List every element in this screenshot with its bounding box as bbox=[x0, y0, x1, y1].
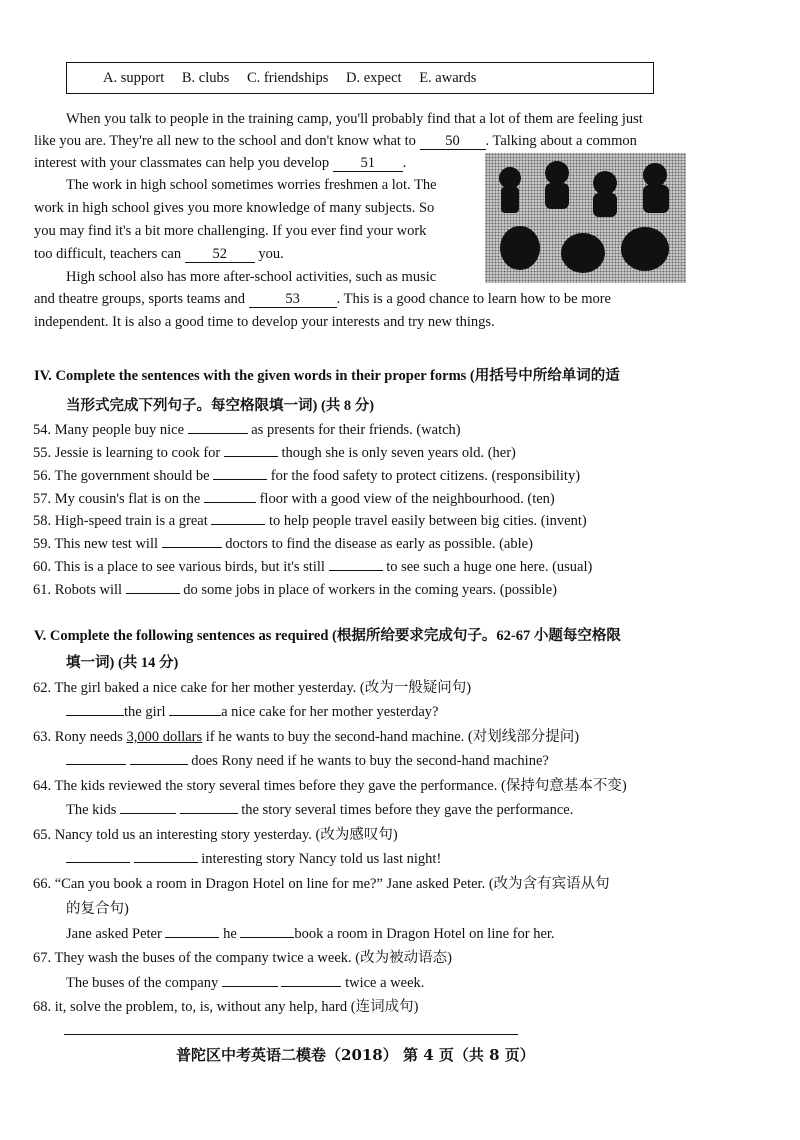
question-62 bbox=[33, 679, 471, 697]
question-66 bbox=[33, 875, 610, 893]
option-c: C. friendships bbox=[247, 70, 329, 86]
question-number: 56. bbox=[33, 468, 52, 484]
passage-line: The work in high school sometimes worries freshmen a lot. The bbox=[66, 177, 437, 193]
passage-line: independent. It is also a good time to develop your interests and try new things. bbox=[34, 314, 495, 330]
question-number: 57. bbox=[33, 491, 52, 507]
question-number: 62. bbox=[33, 680, 52, 696]
answer-blank[interactable] bbox=[204, 502, 256, 503]
cartoon-figures-image bbox=[485, 153, 686, 283]
answer-blank[interactable] bbox=[240, 937, 294, 938]
word-options-box bbox=[66, 62, 654, 94]
question-number: 61. bbox=[33, 582, 52, 598]
passage-line: When you talk to people in the training camp, you'll probably find that a lot of them are feeling just bbox=[66, 111, 643, 127]
question-68 bbox=[33, 998, 418, 1016]
answer-blank[interactable] bbox=[162, 547, 222, 548]
answer-68-line[interactable] bbox=[64, 1034, 518, 1035]
answer-blank[interactable] bbox=[224, 456, 278, 457]
question-text: The kids reviewed the story several times before they gave the performance. (保持句意基本不变) bbox=[54, 778, 627, 794]
question-66-cont: 的复合句) bbox=[66, 901, 129, 917]
question-60 bbox=[33, 558, 592, 576]
question-number: 54. bbox=[33, 422, 52, 438]
passage-line bbox=[34, 245, 284, 263]
question-63 bbox=[33, 728, 579, 746]
answer-text: does Rony need if he wants to buy the second-hand machine? bbox=[191, 753, 549, 769]
passage-text: . This is a good chance to learn how to be more bbox=[336, 291, 611, 307]
question-text: as presents for their friends. (watch) bbox=[251, 422, 461, 438]
page-footer: 普陀区中考英语二模卷（2018） 第 4 页（共 8 页） bbox=[176, 1046, 535, 1064]
answer-blank[interactable] bbox=[120, 813, 176, 814]
section-iv-heading: IV. Complete the sentences with the given words in their proper forms (用括号中所给单词的适 bbox=[34, 368, 620, 384]
question-text: This is a place to see various birds, but it's still bbox=[54, 559, 325, 575]
question-text: though she is only seven years old. (her) bbox=[281, 445, 516, 461]
passage-line: you may find it's a bit more challenging. If you ever find your work bbox=[34, 223, 427, 239]
question-64 bbox=[33, 777, 627, 795]
question-61 bbox=[33, 581, 557, 599]
underlined-phrase: 3,000 dollars bbox=[126, 729, 203, 745]
answer-blank[interactable] bbox=[213, 479, 267, 480]
passage-line bbox=[34, 132, 637, 150]
answer-67 bbox=[66, 974, 424, 992]
passage-line: High school also has more after-school activities, such as music bbox=[66, 269, 437, 285]
cartoon-silhouettes bbox=[485, 153, 686, 283]
question-text: Nancy told us an interesting story yesterday. (改为感叹句) bbox=[54, 827, 398, 843]
option-e: E. awards bbox=[419, 70, 477, 86]
question-number: 67. bbox=[33, 950, 52, 966]
question-text: to see such a huge one here. (usual) bbox=[386, 559, 593, 575]
question-text: This new test will bbox=[54, 536, 159, 552]
question-number: 64. bbox=[33, 778, 52, 794]
question-54 bbox=[33, 421, 461, 439]
question-59 bbox=[33, 535, 533, 553]
blank-52[interactable]: 52 bbox=[185, 246, 255, 263]
question-text: for the food safety to protect citizens. (responsibility) bbox=[270, 468, 581, 484]
answer-62 bbox=[66, 703, 439, 721]
answer-63 bbox=[66, 752, 549, 770]
passage-line bbox=[34, 290, 611, 308]
question-number: 59. bbox=[33, 536, 52, 552]
answer-blank[interactable] bbox=[66, 862, 130, 863]
question-56 bbox=[33, 467, 580, 485]
answer-text: he bbox=[223, 926, 237, 942]
question-number: 58. bbox=[33, 513, 52, 529]
answer-text: twice a week. bbox=[345, 975, 425, 991]
question-text: My cousin's flat is on the bbox=[54, 491, 201, 507]
passage-text: you. bbox=[258, 246, 284, 262]
answer-66 bbox=[66, 925, 555, 943]
question-text: Jessie is learning to cook for bbox=[54, 445, 221, 461]
passage-text: interest with your classmates can help you develop bbox=[34, 155, 330, 171]
answer-blank[interactable] bbox=[188, 433, 248, 434]
question-57 bbox=[33, 490, 555, 508]
answer-text: Jane asked Peter bbox=[66, 926, 162, 942]
section-v-heading: V. Complete the following sentences as required (根据所给要求完成句子。62-67 小题每空格限 bbox=[34, 628, 621, 644]
section-v-heading-cont: 填一词) (共 14 分) bbox=[66, 655, 179, 671]
question-67 bbox=[33, 949, 452, 967]
option-b: B. clubs bbox=[181, 70, 230, 86]
blank-50[interactable]: 50 bbox=[420, 133, 486, 150]
question-text: They wash the buses of the company twice a week. (改为被动语态) bbox=[54, 950, 452, 966]
question-text: Rony needs bbox=[54, 729, 123, 745]
answer-65 bbox=[66, 850, 441, 868]
question-58 bbox=[33, 512, 587, 530]
blank-53[interactable]: 53 bbox=[249, 291, 337, 308]
question-text: The girl baked a nice cake for her mother yesterday. (改为一般疑问句) bbox=[54, 680, 472, 696]
question-number: 65. bbox=[33, 827, 52, 843]
question-number: 55. bbox=[33, 445, 52, 461]
answer-blank[interactable] bbox=[169, 715, 221, 716]
answer-blank[interactable] bbox=[180, 813, 238, 814]
question-text: floor with a good view of the neighbourhood. (ten) bbox=[259, 491, 555, 507]
question-number: 68. bbox=[33, 999, 52, 1015]
passage-text: and theatre groups, sports teams and bbox=[34, 291, 246, 307]
answer-text: the girl bbox=[124, 704, 166, 720]
word-options bbox=[103, 70, 490, 87]
question-number: 66. bbox=[33, 876, 52, 892]
passage-line bbox=[34, 154, 406, 172]
answer-blank[interactable] bbox=[165, 937, 219, 938]
question-text: High-speed train is a great bbox=[54, 513, 208, 529]
answer-text: the story several times before they gave the performance. bbox=[241, 802, 574, 818]
answer-blank[interactable] bbox=[134, 862, 198, 863]
answer-text: interesting story Nancy told us last night! bbox=[201, 851, 442, 867]
question-text: Many people buy nice bbox=[54, 422, 185, 438]
answer-blank[interactable] bbox=[329, 570, 383, 571]
question-number: 60. bbox=[33, 559, 52, 575]
answer-blank[interactable] bbox=[130, 764, 188, 765]
option-d: D. expect bbox=[346, 70, 402, 86]
answer-64 bbox=[66, 801, 573, 819]
question-text: Robots will bbox=[54, 582, 123, 598]
answer-blank[interactable] bbox=[66, 715, 124, 716]
answer-text: The kids bbox=[66, 802, 117, 818]
question-text: it, solve the problem, to, is, without any help, hard (连词成句) bbox=[54, 999, 419, 1015]
blank-51[interactable]: 51 bbox=[333, 155, 403, 172]
answer-text: The buses of the company bbox=[66, 975, 219, 991]
question-text: doctors to find the disease as early as possible. (able) bbox=[225, 536, 533, 552]
question-number: 63. bbox=[33, 729, 52, 745]
passage-text: too difficult, teachers can bbox=[34, 246, 182, 262]
question-text: to help people travel easily between big cities. (invent) bbox=[269, 513, 587, 529]
passage-text: . bbox=[402, 155, 407, 171]
answer-text: a nice cake for her mother yesterday? bbox=[221, 704, 439, 720]
passage-text: like you are. They're all new to the school and don't know what to bbox=[34, 133, 416, 149]
question-55 bbox=[33, 444, 516, 462]
passage-text: . Talking about a common bbox=[485, 133, 637, 149]
question-text: “Can you book a room in Dragon Hotel on line for me?” Jane asked Peter. (改为含有宾语从句 bbox=[54, 876, 610, 892]
option-a: A. support bbox=[103, 70, 165, 86]
question-65 bbox=[33, 826, 398, 844]
question-text: do some jobs in place of workers in the coming years. (possible) bbox=[183, 582, 557, 598]
answer-blank[interactable] bbox=[211, 524, 265, 525]
section-iv-heading-cont: 当形式完成下列句子。每空格限填一词) (共 8 分) bbox=[66, 398, 375, 414]
answer-text: book a room in Dragon Hotel on line for her. bbox=[294, 926, 555, 942]
answer-blank[interactable] bbox=[126, 593, 180, 594]
question-text: The government should be bbox=[54, 468, 210, 484]
question-text: if he wants to buy the second-hand machine. (对划线部分提问) bbox=[205, 729, 580, 745]
answer-blank[interactable] bbox=[66, 764, 126, 765]
passage-line: work in high school gives you more knowledge of many subjects. So bbox=[34, 200, 435, 216]
answer-blank[interactable] bbox=[222, 986, 278, 987]
answer-blank[interactable] bbox=[281, 986, 341, 987]
